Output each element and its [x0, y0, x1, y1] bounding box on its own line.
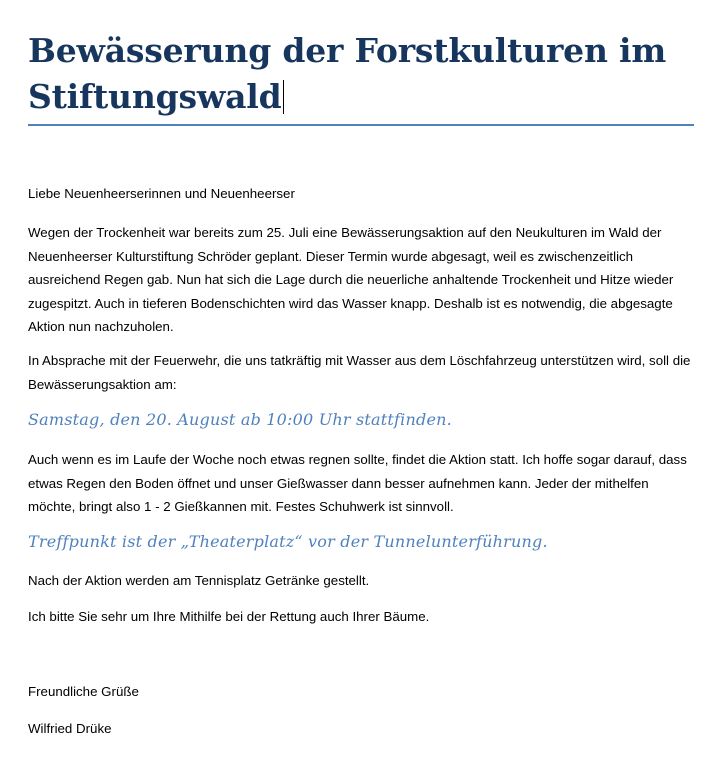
document-title-text: Bewässerung der Forstkulturen im Stiftungswald	[28, 31, 667, 116]
title-underline-rule	[28, 124, 694, 126]
text-cursor	[283, 80, 284, 114]
paragraph-arrangement: In Absprache mit der Feuerwehr, die uns tatkräftig mit Wasser aus dem Löschfahrzeug unterstützen wird, soll die Bewässerungsaktion am:	[28, 353, 691, 392]
salutation: Liebe Neuenheerserinnen und Neuenheerser	[28, 186, 295, 201]
paragraph-intro: Wegen der Trockenheit war bereits zum 25. Juli eine Bewässerungsaktion auf den Neukulturen im Wald der Neuenheerser Kulturstiftung Schröder geplant. Dieser Termin wurde abgesagt, weil es zwischenzeitlich ausreichend Regen gab. Nun hat sich die Lage durch die neuerliche anhaltende Trockenheit und Hitze wieder zugespitzt. Auch in tieferen Bodenschichten wird das Wasser knapp. Deshalb ist es notwendig, die abgesagte Aktion nun nachzuholen.	[28, 225, 674, 334]
closing-greeting: Freundliche Grüße	[28, 684, 139, 699]
signature: Wilfried Drüke	[28, 721, 112, 736]
paragraph-request: Ich bitte Sie sehr um Ihre Mithilfe bei der Rettung auch Ihrer Bäume.	[28, 609, 430, 624]
document-title[interactable]	[28, 28, 694, 120]
highlight-meeting-point: Treffpunkt ist der „Theaterplatz“ vor der Tunnelunterführung.	[28, 532, 548, 551]
paragraph-drinks: Nach der Aktion werden am Tennisplatz Getränke gestellt.	[28, 573, 370, 588]
highlight-date: Samstag, den 20. August ab 10:00 Uhr stattfinden.	[28, 410, 452, 429]
paragraph-details: Auch wenn es im Laufe der Woche noch etwas regnen sollte, findet die Aktion statt. Ich hoffe sogar darauf, dass etwas Regen den Boden öffnet und unser Gießwasser dann besser aufnehmen kann. Jeder der mithelfen möchte, bringt also 1 - 2 Gießkannen mit. Festes Schuhwerk ist sinnvoll.	[28, 452, 687, 514]
